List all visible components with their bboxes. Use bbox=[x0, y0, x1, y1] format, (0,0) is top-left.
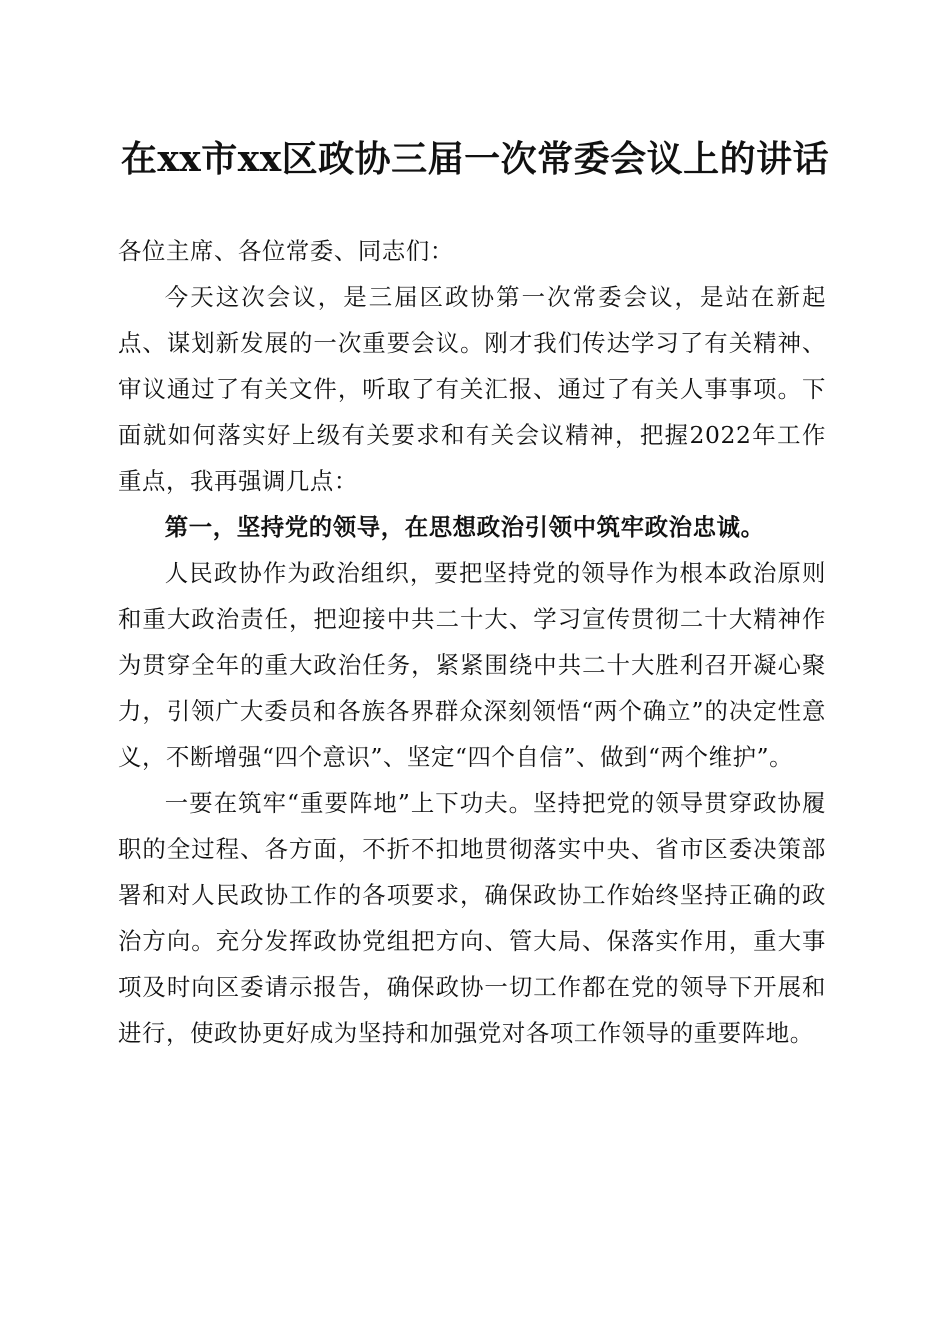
section-heading: 第一，坚持党的领导，在思想政治引领中筑牢政治忠诚。 bbox=[164, 513, 765, 541]
intro-paragraph: 今天这次会议，是三届区政协第一次常委会议，是站在新起点、谋划新发展的一次重要会议。刚才我们传达学习了有关精神、审议通过了有关文件，听取了有关汇报、通过了有关人事事项。下面就如何落实好上级有关要求和有关会议精神，把握2022年工作重点，我再强调几点： bbox=[118, 283, 826, 495]
salutation: 各位主席、各位常委、同志们： bbox=[118, 237, 454, 265]
document-body bbox=[118, 228, 826, 1056]
body-paragraph: 一要在筑牢“重要阵地”上下功夫。坚持把党的领导贯穿政协履职的全过程、各方面，不折不扣地贯彻落实中央、省市区委决策部署和对人民政协工作的各项要求，确保政协工作始终坚持正确的政治方向。充分发挥政协党组把方向、管大局、保落实作用，重大事项及时向区委请示报告，确保政协一切工作都在党的领导下开展和进行，使政协更好成为坚持和加强党对各项工作领导的重要阵地。 bbox=[118, 789, 826, 1047]
document-title: 在xx市xx区政协三届一次常委会议上的讲话 bbox=[120, 138, 830, 180]
body-paragraph: 人民政协作为政治组织，要把坚持党的领导作为根本政治原则和重大政治责任，把迎接中共二十大、学习宣传贯彻二十大精神作为贯穿全年的重大政治任务，紧紧围绕中共二十大胜利召开凝心聚力，引领广大委员和各族各界群众深刻领悟“两个确立”的决定性意义，不断增强“四个意识”、坚定“四个自信”、做到“两个维护”。 bbox=[118, 559, 826, 771]
